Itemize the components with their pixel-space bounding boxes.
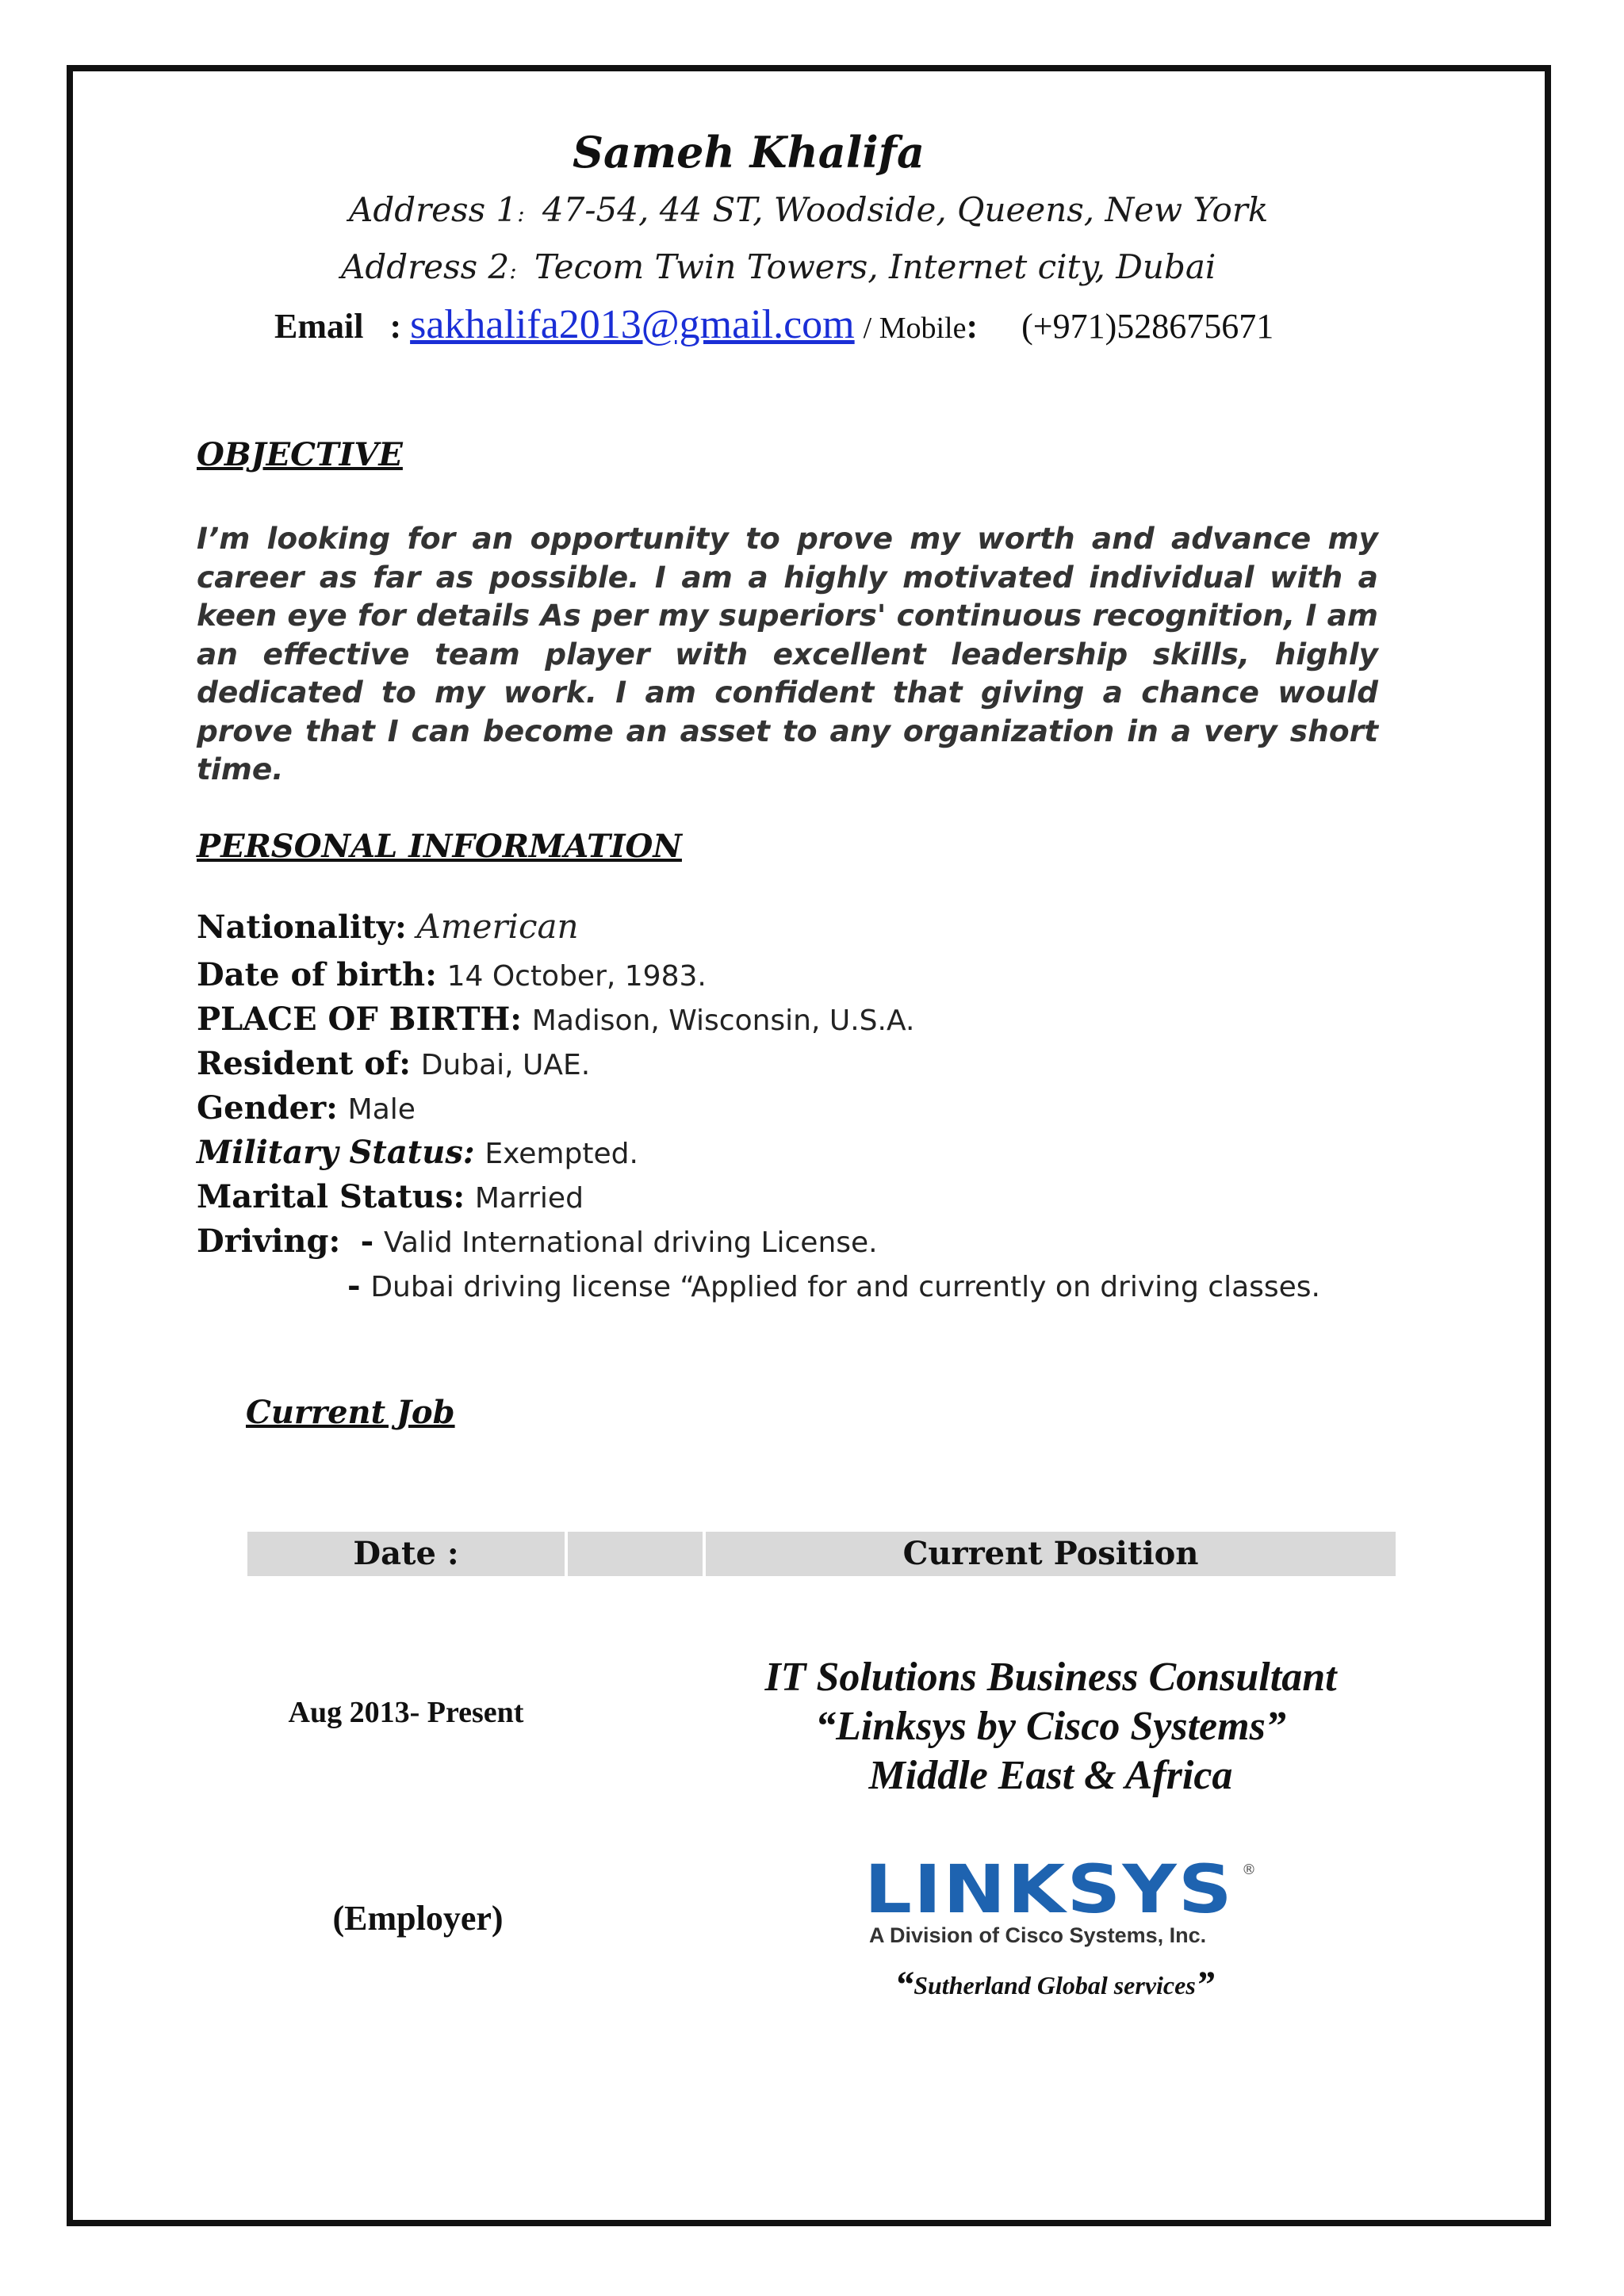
dob-label: Date of birth: xyxy=(197,956,437,993)
marital-row xyxy=(197,1178,584,1215)
personal-info-heading: PERSONAL INFORMATION xyxy=(197,828,682,865)
resident-value: Dubai, UAE. xyxy=(420,1049,591,1081)
table-header-blank xyxy=(568,1532,703,1576)
nationality-label: Nationality: xyxy=(197,909,407,946)
email-label: Email xyxy=(274,307,364,346)
address-1-value: 47-54, 44 ST, Woodside, Queens, New York xyxy=(542,190,1269,229)
driving-row: Driving: - Valid International driving License. xyxy=(197,1223,878,1260)
marital-value: Married xyxy=(474,1182,584,1215)
gender-row xyxy=(197,1089,416,1127)
gender-value: Male xyxy=(347,1093,416,1126)
dob-value: 14 October, 1983. xyxy=(446,960,707,993)
military-row xyxy=(197,1134,638,1171)
address-2-label: Address 2 xyxy=(341,247,510,286)
job-date: Aug 2013- Present xyxy=(288,1696,524,1729)
military-label: Military Status: xyxy=(197,1134,475,1171)
pob-row xyxy=(197,1001,914,1038)
position-company: “Linksys by Cisco Systems” xyxy=(815,1704,1286,1749)
objective-heading: OBJECTIVE xyxy=(197,436,403,473)
driving-row-2: - Dubai driving license “Applied for and currently on driving classes. xyxy=(347,1267,1320,1304)
address-2: Address 2: Tecom Twin Towers, Internet city, Dubai xyxy=(341,247,1216,286)
table-header-date: Date : xyxy=(247,1532,565,1576)
resident-row xyxy=(197,1045,590,1082)
pob-value: Madison, Wisconsin, U.S.A. xyxy=(531,1004,915,1037)
linksys-logo-word: LINKSYS xyxy=(864,1850,1234,1928)
candidate-name: Sameh Khalifa xyxy=(573,127,925,178)
dob-row xyxy=(197,956,707,993)
position-region: Middle East & Africa xyxy=(868,1753,1233,1798)
pob-label: PLACE OF BIRTH: xyxy=(197,1001,523,1038)
position-title: IT Solutions Business Consultant xyxy=(764,1655,1337,1700)
sutherland-text: Sutherland Global services xyxy=(914,1971,1196,1999)
nationality-row xyxy=(197,907,579,946)
mobile-label: Mobile xyxy=(879,312,967,345)
nationality-value: American xyxy=(416,907,579,946)
objective-text: I’m looking for an opportunity to prove my worth and advance my career as far as possible. I am a highly motivated individual with a keen eye for details As per my superiors' continuous recognition, I am an effective team player with excellent leadership skills, highly dedicated to my work. I am confident that giving a chance would prove that I can become an asset to any organization in a very short time. xyxy=(197,521,1378,786)
sutherland-note: “Sutherland Global services” xyxy=(894,1964,1215,2006)
linksys-logo xyxy=(864,1850,1261,1950)
table-header-position: Current Position xyxy=(706,1532,1396,1576)
gender-label: Gender: xyxy=(197,1089,338,1127)
military-value: Exempted. xyxy=(485,1138,638,1170)
address-2-value: Tecom Twin Towers, Internet city, Dubai xyxy=(534,247,1216,286)
linksys-logo-subtitle: A Division of Cisco Systems, Inc. xyxy=(869,1923,1207,1947)
employer-label: (Employer) xyxy=(332,1899,504,1938)
contact-line: Email : sakhalifa2013@gmail.com / Mobile: (+971)528675671 xyxy=(274,302,1274,347)
marital-label: Marital Status: xyxy=(197,1178,465,1215)
driving-label: Driving: xyxy=(197,1223,341,1260)
mobile-value: (+971)528675671 xyxy=(1021,307,1274,346)
address-1: Address 1: 47-54, 44 ST, Woodside, Queens, New York xyxy=(349,190,1269,229)
driving-item: Valid International driving License. xyxy=(383,1226,878,1259)
driving-item: Dubai driving license “Applied for and currently on driving classes. xyxy=(370,1271,1320,1303)
registered-mark: ® xyxy=(1242,1862,1256,1878)
current-job-heading: Current Job xyxy=(246,1394,455,1431)
email-link[interactable]: sakhalifa2013@gmail.com xyxy=(410,302,855,347)
resident-label: Resident of: xyxy=(197,1045,411,1082)
address-1-label: Address 1 xyxy=(349,190,518,229)
